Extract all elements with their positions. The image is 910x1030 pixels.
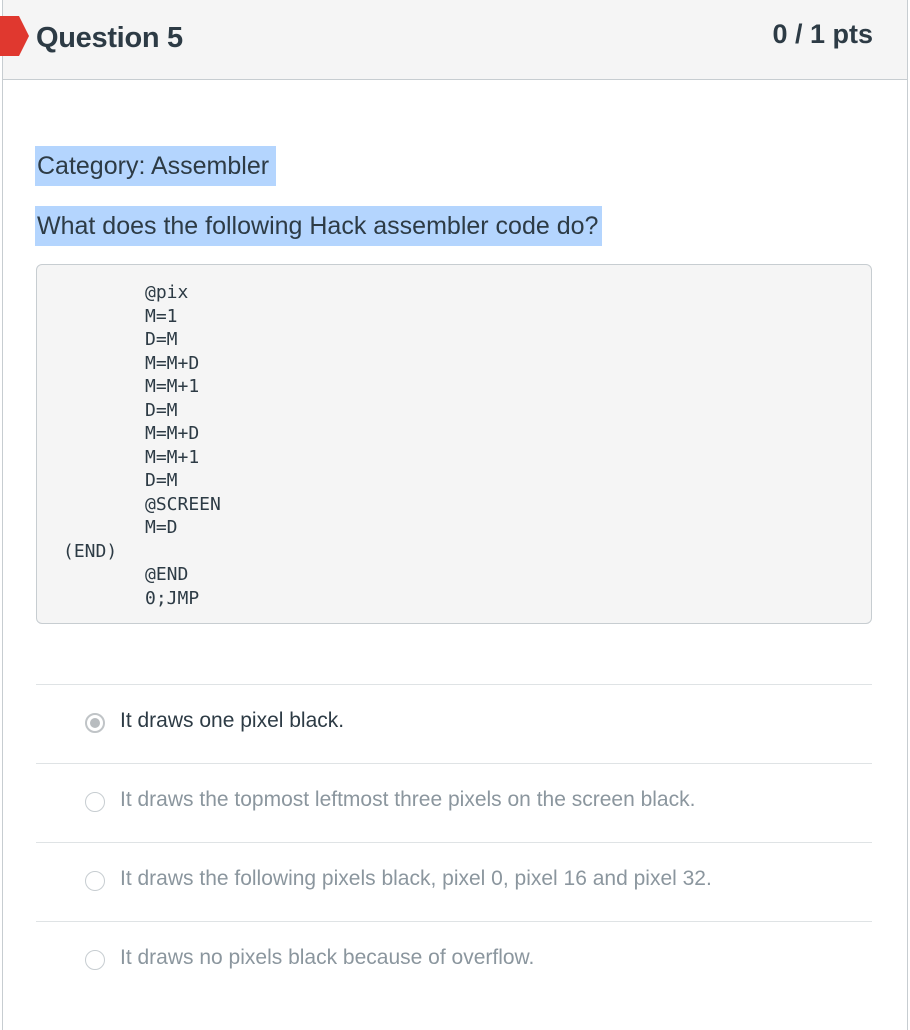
question-title: Question 5 xyxy=(36,22,183,54)
radio-button-icon[interactable] xyxy=(85,871,105,891)
code-line: M=M+1 xyxy=(145,376,200,397)
answer-label: It draws no pixels black because of overflow. xyxy=(120,946,535,969)
code-line: D=M xyxy=(145,399,178,421)
question-card xyxy=(2,0,908,1030)
flag-marker-icon[interactable] xyxy=(0,16,29,56)
code-line: D=M xyxy=(145,470,178,491)
code-line: @SCREEN xyxy=(145,493,221,515)
radio-button-icon[interactable] xyxy=(85,713,105,733)
radio-button-icon[interactable] xyxy=(85,792,105,812)
code-line: M=M+D xyxy=(145,423,200,444)
answer-label: It draws the topmost leftmost three pixels on the screen black. xyxy=(120,788,696,811)
answer-label: It draws the following pixels black, pixel 0, pixel 16 and pixel 32. xyxy=(120,867,712,890)
answer-option[interactable] xyxy=(36,843,872,921)
points-value: 0 / 1 pts xyxy=(772,19,873,49)
answer-option[interactable] xyxy=(36,922,872,1000)
code-block xyxy=(36,264,872,624)
answer-option[interactable] xyxy=(36,685,872,763)
code-line: M=D xyxy=(145,517,178,538)
code-label-line: (END) xyxy=(63,540,118,562)
code-line: M=M+1 xyxy=(145,446,200,468)
question-prompt: What does the following Hack assembler code do? xyxy=(35,206,602,246)
code-line: M=M+D xyxy=(145,352,200,374)
code-line: @pix xyxy=(145,282,189,303)
code-line: M=1 xyxy=(145,305,178,327)
code-line: D=M xyxy=(145,329,178,350)
radio-button-icon[interactable] xyxy=(85,950,105,970)
category-label: Category: Assembler xyxy=(35,146,276,186)
answer-label: It draws one pixel black. xyxy=(120,709,345,732)
code-line: 0;JMP xyxy=(145,587,200,609)
question-header xyxy=(3,0,907,80)
answer-option[interactable] xyxy=(36,764,872,842)
code-line: @END xyxy=(145,564,189,585)
